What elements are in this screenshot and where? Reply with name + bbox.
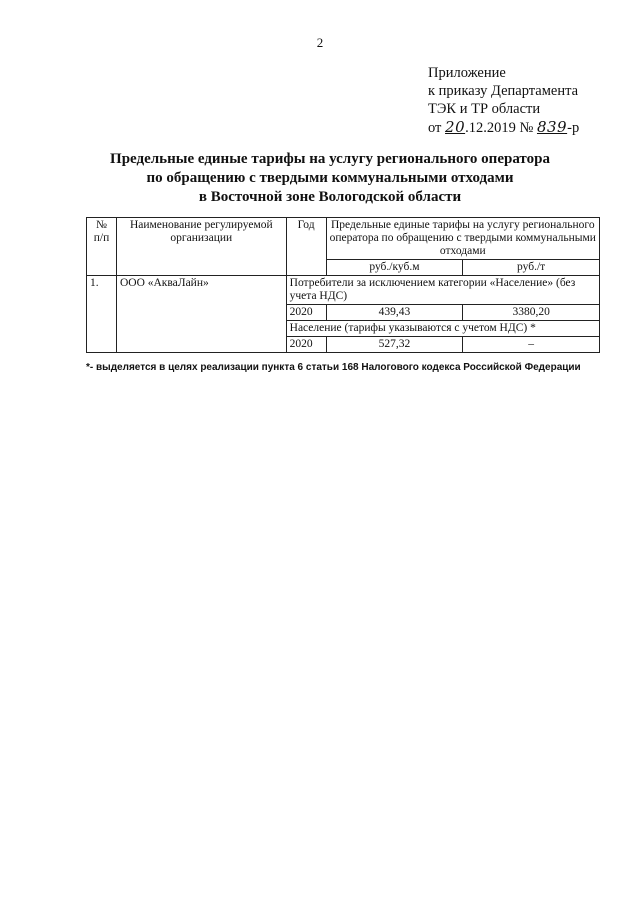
group2-year: 2020 xyxy=(286,337,326,353)
title-line3: в Восточной зоне Вологодской области xyxy=(198,189,462,205)
group1-value-cubic: 439,43 xyxy=(326,305,463,321)
group2-value-ton: – xyxy=(463,337,600,353)
header-unit-cubic: руб./куб.м xyxy=(326,260,463,276)
appendix-line2: к приказу Департамента xyxy=(428,83,579,99)
date-prefix: от xyxy=(428,120,442,136)
header-tariffs: Предельные единые тарифы на услугу регионального оператора по обращению с твердыми коммунальными отходами xyxy=(326,218,599,260)
group1-value-ton: 3380,20 xyxy=(463,305,600,321)
table-header-row xyxy=(87,218,600,260)
appendix-line1: Приложение xyxy=(428,65,506,81)
table-row xyxy=(87,276,600,305)
group2-label: Население (тарифы указываются с учетом НДС) * xyxy=(286,321,599,337)
tariff-table xyxy=(86,217,600,353)
order-suffix: -р xyxy=(567,120,580,136)
appendix-header xyxy=(428,64,628,137)
appendix-date-line xyxy=(428,118,628,137)
header-num: № п/п xyxy=(87,218,117,276)
header-unit-ton: руб./т xyxy=(463,260,600,276)
title-line2: по обращению с твердыми коммунальными отходами xyxy=(146,170,514,186)
date-rest: .12.2019 № xyxy=(465,120,534,136)
row-organization: ООО «АкваЛайн» xyxy=(116,276,286,353)
row-num: 1. xyxy=(87,276,117,353)
header-organization: Наименование регулируемой организации xyxy=(116,218,286,276)
group1-year: 2020 xyxy=(286,305,326,321)
group1-label: Потребители за исключением категории «Население» (без учета НДС) xyxy=(286,276,599,305)
group2-value-cubic: 527,32 xyxy=(326,337,463,353)
document-title xyxy=(80,150,580,207)
order-number-handwritten: 839 xyxy=(536,118,568,136)
footnote: *- выделяется в целях реализации пункта 6 статьи 168 Налогового кодекса Российской Федерации xyxy=(86,362,581,373)
header-year: Год xyxy=(286,218,326,276)
appendix-line3: ТЭК и ТР области xyxy=(428,101,541,117)
page-number: 2 xyxy=(316,35,324,50)
date-day-handwritten: 20 xyxy=(445,118,466,136)
title-line1: Предельные единые тарифы на услугу регионального оператора xyxy=(110,151,550,167)
